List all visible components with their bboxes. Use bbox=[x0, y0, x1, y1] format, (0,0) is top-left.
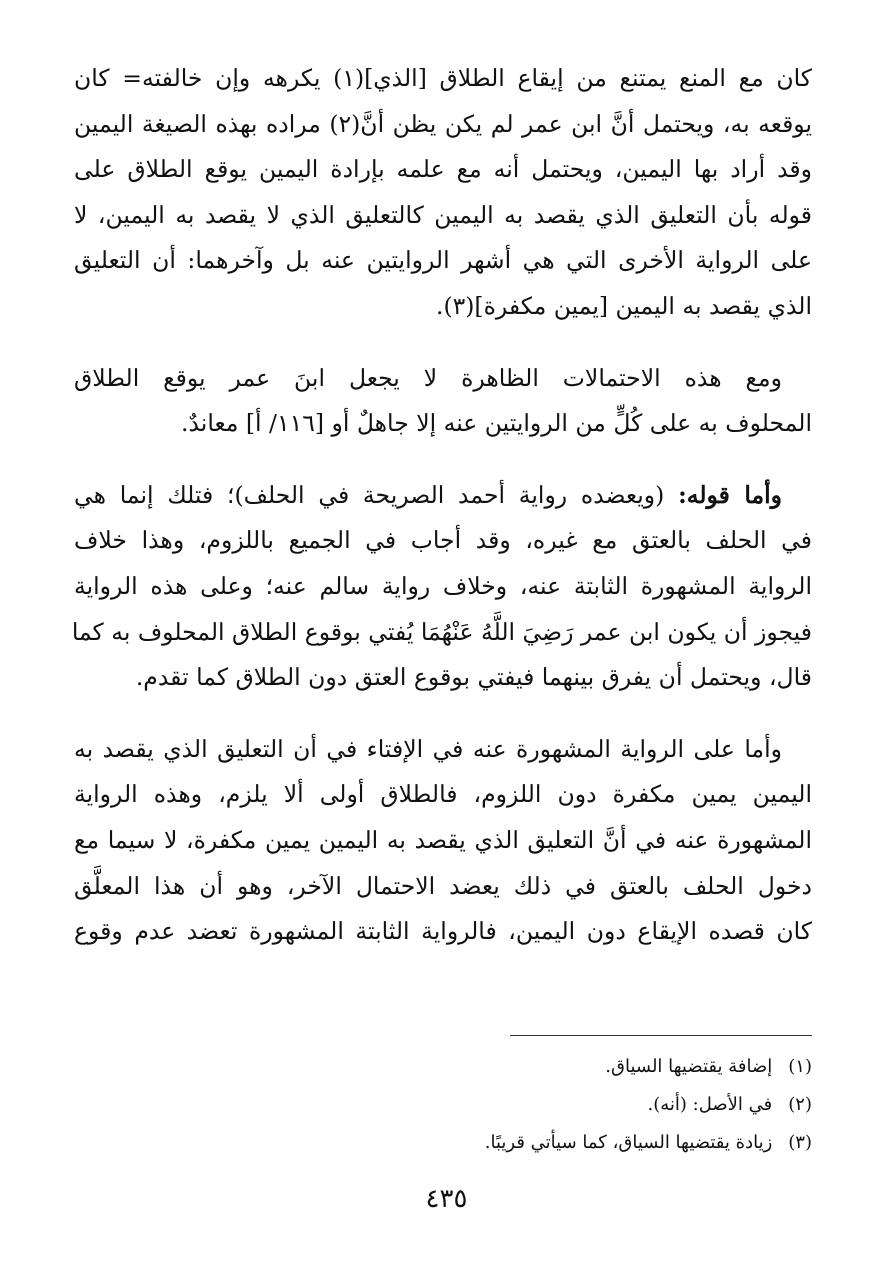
text-line: فيجوز أن يكون ابن عمر رَضِيَ اللَّهُ عَنْهُمَا يُفتي بوقوع الطلاق المحلوف به كما bbox=[71, 617, 812, 646]
paragraph-4 bbox=[74, 727, 812, 955]
text-line: الذي يقصد به اليمين [يمين مكفرة](٣). bbox=[435, 291, 812, 320]
text-line: يوقعه به، ويحتمل أنَّ ابن عمر لم يكن يظن أنَّ(٢) مراده بهذه الصيغة اليمين bbox=[74, 109, 812, 138]
text-line: دخول الحلف بالعتق في ذلك يعضد الاحتمال الآخر، وهو أن هذا المعلَّق bbox=[74, 871, 812, 900]
text-line: كان قصده الإيقاع دون اليمين، فالرواية الثابتة المشهورة تعضد عدم وقوع bbox=[74, 917, 812, 946]
footnote-3 bbox=[252, 1124, 812, 1162]
text-line: اليمين يمين مكفرة دون اللزوم، فالطلاق أولى ألا يلزم، وهذه الرواية bbox=[74, 780, 812, 809]
footnote-text: إضافة يقتضيها السياق. bbox=[605, 1056, 773, 1077]
footnote-text: زيادة يقتضيها السياق، كما سيأتي قريبًا. bbox=[484, 1132, 773, 1153]
text-line: وقد أراد بها اليمين، ويحتمل أنه مع علمه بإرادة اليمين يوقع الطلاق على bbox=[74, 155, 812, 184]
text-line: قوله بأن التعليق الذي يقصد به اليمين كالتعليق الذي لا يقصد به اليمين، لا bbox=[74, 200, 812, 229]
paragraph-3 bbox=[71, 473, 812, 701]
footnote-number: (٢) bbox=[788, 1094, 812, 1115]
text-line: ومع هذه الاحتمالات الظاهرة لا يجعل ابنَ عمر يوقع الطلاق bbox=[74, 363, 782, 392]
text-line: وأما على الرواية المشهورة عنه في الإفتاء في أن التعليق الذي يقصد به bbox=[74, 734, 782, 763]
paragraph-1 bbox=[74, 56, 812, 330]
paragraph-2 bbox=[74, 356, 812, 447]
text-line: قال، ويحتمل أن يفرق بينهما فيفتي بوقوع العتق دون الطلاق كما تقدم. bbox=[135, 663, 812, 692]
text-line: المحلوف به على كُلٍّ من الروايتين عنه إلا جاهلٌ أو [١١٦/ أ] معاندٌ. bbox=[180, 409, 812, 438]
text-line: كان مع المنع يمتنع من إيقاع الطلاق [الذي](١) يكرهه وإن خالفته= كان bbox=[74, 64, 812, 92]
footnote-1 bbox=[252, 1048, 812, 1086]
page-number: ٤٣٥ bbox=[425, 1184, 468, 1214]
footnote-number: (٣) bbox=[788, 1132, 812, 1153]
text-line: على الرواية الأخرى التي هي أشهر الروايتين عنه بل وآخرهما: أن التعليق bbox=[74, 246, 812, 275]
text-line bbox=[74, 473, 812, 519]
footnote-text: في الأصل: (أنه). bbox=[647, 1094, 773, 1115]
footnotes bbox=[252, 1048, 812, 1162]
text-line: في الحلف بالعتق مع غيره، وقد أجاب في الجميع باللزوم، وهذا خلاف bbox=[74, 526, 812, 555]
footnote-separator bbox=[510, 1035, 812, 1036]
text-fragment: (ويعضده رواية أحمد الصريحة في الحلف)؛ فتلك إنما هي bbox=[74, 480, 679, 509]
paragraph-lead: وأما قوله: bbox=[678, 480, 782, 509]
footnote-2 bbox=[252, 1086, 812, 1124]
text-line: المشهورة عنه في أنَّ التعليق الذي يقصد به اليمين يمين مكفرة، لا سيما مع bbox=[74, 825, 812, 854]
footnote-number: (١) bbox=[788, 1056, 812, 1077]
main-text bbox=[71, 56, 812, 955]
text-line: الرواية المشهورة الثابتة عنه، وخلاف رواية سالم عنه؛ وعلى هذه الرواية bbox=[74, 571, 812, 600]
